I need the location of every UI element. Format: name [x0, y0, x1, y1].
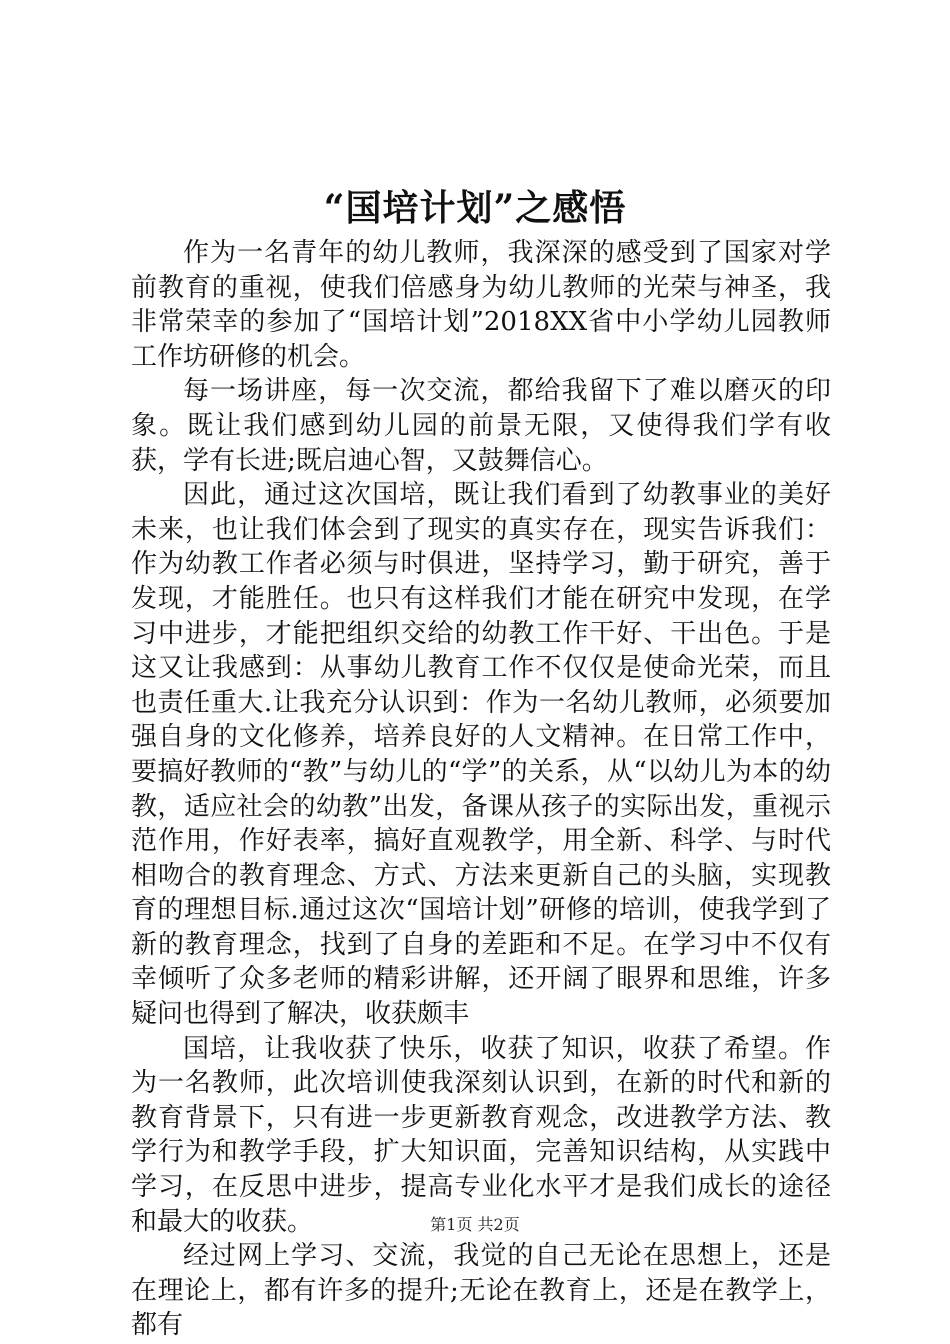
document-body [131, 236, 831, 1343]
paragraph: 国培，让我收获了快乐，收获了知识，收获了希望。作为一名教师，此次培训使我深刻认识到，在新的时代和新的教育背景下，只有进一步更新教育观念，改进教学方法、教学行为和教学手段，扩大知识面，完善知识结构，从实践中学习，在反思中进步，提高专业化水平才是我们成长的途径和最大的收获。 [131, 1033, 831, 1237]
paragraph: 作为一名青年的幼儿教师，我深深的感受到了国家对学前教育的重视，使我们倍感身为幼儿教师的光荣与神圣，我非常荣幸的参加了“国培计划”2018XX省中小学幼儿园教师工作坊研修的机会。 [131, 238, 831, 372]
paragraph: 经过网上学习、交流，我觉的自己无论在思想上，还是在理论上，都有许多的提升;无论在教育上，还是在教学上，都有 [131, 1241, 831, 1341]
paragraph: 因此，通过这次国培，既让我们看到了幼教事业的美好未来，也让我们体会到了现实的真实存在，现实告诉我们：作为幼教工作者必须与时俱进，坚持学习，勤于研究，善于发现，才能胜任。也只有这样我们才能在研究中发现，在学习中进步，才能把组织交给的幼教工作干好、干出色。于是这又让我感到：从事幼儿教育工作不仅仅是使命光荣，而且也责任重大.让我充分认识到：作为一名幼儿教师，必须要加强自身的文化修养，培养良好的人文精神。在日常工作中，要搞好教师的“教”与幼儿的“学”的关系，从“以幼儿为本的幼教，适应社会的幼教”出发，备课从孩子的实际出发，重视示范作用，作好表率，搞好直观教学，用全新、科学、与时代相吻合的教育理念、方式、方法来更新自己的头脑，实现教育的理想目标.通过这次“国培计划”研修的培训，使我学到了新的教育理念，找到了自身的差距和不足。在学习中不仅有幸倾听了众多老师的精彩讲解，还开阔了眼界和思维，许多疑问也得到了解决，收获颇丰 [131, 480, 831, 1030]
document-title: “国培计划”之感悟 [323, 187, 627, 229]
paragraph: 每一场讲座，每一次交流，都给我留下了难以磨灭的印象。既让我们感到幼儿园的前景无限，又使得我们学有收获，学有长进;既启迪心智，又鼓舞信心。 [131, 376, 831, 476]
page-number-footer: 第1页 共2页 [430, 1215, 520, 1234]
